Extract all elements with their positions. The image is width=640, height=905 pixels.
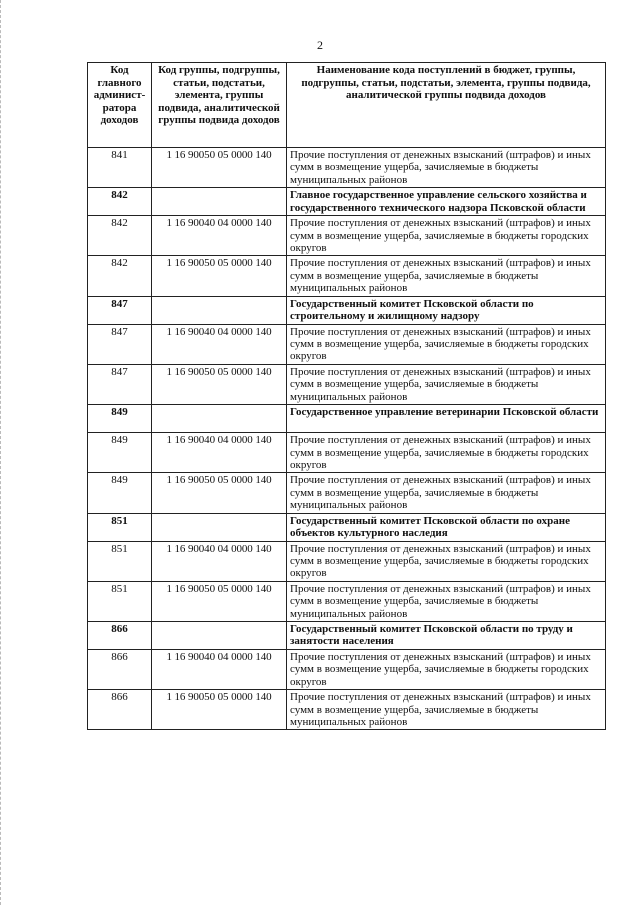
admin-code-cell: 866 [88,649,152,689]
admin-code-cell: 851 [88,581,152,621]
revenue-code-cell: 1 16 90040 04 0000 140 [152,216,287,256]
admin-code-cell: 849 [88,405,152,433]
table-row-group [88,188,606,216]
revenue-name-cell: Прочие поступления от денежных взысканий (штрафов) и иных сумм в возмещение ущерба, зачисляемые в бюджеты муниципальных районов [287,364,606,404]
table-row [88,256,606,296]
revenue-name-cell: Прочие поступления от денежных взысканий (штрафов) и иных сумм в возмещение ущерба, зачисляемые в бюджеты городских округов [287,541,606,581]
table-row [88,541,606,581]
revenue-code-cell: 1 16 90050 05 0000 140 [152,473,287,513]
revenue-code-cell [152,621,287,649]
revenue-name-cell: Прочие поступления от денежных взысканий (штрафов) и иных сумм в возмещение ущерба, зачисляемые в бюджеты муниципальных районов [287,690,606,730]
table-row [88,148,606,188]
revenue-code-cell [152,405,287,433]
table-row [88,690,606,730]
table-row-group [88,513,606,541]
revenue-code-cell [152,513,287,541]
revenue-name-cell: Государственное управление ветеринарии Псковской области [287,405,606,433]
revenue-name-cell: Прочие поступления от денежных взысканий (штрафов) и иных сумм в возмещение ущерба, зачисляемые в бюджеты муниципальных районов [287,581,606,621]
revenue-name-cell: Государственный комитет Псковской области по строительному и жилищному надзору [287,296,606,324]
table-row [88,324,606,364]
admin-code-cell: 851 [88,513,152,541]
revenue-name-cell: Прочие поступления от денежных взысканий (штрафов) и иных сумм в возмещение ущерба, зачисляемые в бюджеты городских округов [287,649,606,689]
table-row [88,473,606,513]
revenue-name-cell: Главное государственное управление сельского хозяйства и государственного технического надзора Псковской области [287,188,606,216]
table-row [88,581,606,621]
revenue-name-cell: Прочие поступления от денежных взысканий (штрафов) и иных сумм в возмещение ущерба, зачисляемые в бюджеты городских округов [287,216,606,256]
admin-code-cell: 866 [88,690,152,730]
table-body [88,148,606,730]
table-row-group [88,296,606,324]
header-admin-code: Код главного админист-ратора доходов [88,63,152,148]
revenue-code-cell: 1 16 90050 05 0000 140 [152,148,287,188]
header-group-code: Код группы, подгруппы, статьи, подстатьи, элемента, группы подвида, аналитической группы подвида доходов [152,63,287,148]
revenue-name-cell: Прочие поступления от денежных взысканий (штрафов) и иных сумм в возмещение ущерба, зачисляемые в бюджеты городских округов [287,433,606,473]
admin-code-cell: 842 [88,188,152,216]
revenue-name-cell: Прочие поступления от денежных взысканий (штрафов) и иных сумм в возмещение ущерба, зачисляемые в бюджеты муниципальных районов [287,473,606,513]
admin-code-cell: 851 [88,541,152,581]
revenue-code-cell: 1 16 90050 05 0000 140 [152,256,287,296]
table-header-row [88,63,606,148]
header-code-name: Наименование кода поступлений в бюджет, группы, подгруппы, статьи, подстатьи, элемента, группы подвида, аналитической группы подвида доходов [287,63,606,148]
table-row [88,433,606,473]
revenue-code-cell [152,296,287,324]
table-row [88,649,606,689]
table-row [88,216,606,256]
revenue-code-cell: 1 16 90040 04 0000 140 [152,324,287,364]
admin-code-cell: 849 [88,433,152,473]
revenue-code-cell: 1 16 90040 04 0000 140 [152,433,287,473]
revenue-code-cell [152,188,287,216]
table-row-group [88,405,606,433]
admin-code-cell: 847 [88,296,152,324]
admin-code-cell: 847 [88,324,152,364]
revenue-codes-table [87,62,606,730]
table-row-group [88,621,606,649]
revenue-code-cell: 1 16 90050 05 0000 140 [152,690,287,730]
admin-code-cell: 842 [88,216,152,256]
table-row [88,364,606,404]
admin-code-cell: 842 [88,256,152,296]
revenue-code-cell: 1 16 90040 04 0000 140 [152,649,287,689]
revenue-name-cell: Прочие поступления от денежных взысканий (штрафов) и иных сумм в возмещение ущерба, зачисляемые в бюджеты муниципальных районов [287,148,606,188]
admin-code-cell: 841 [88,148,152,188]
admin-code-cell: 866 [88,621,152,649]
revenue-code-cell: 1 16 90050 05 0000 140 [152,581,287,621]
scan-edge [0,0,3,905]
revenue-name-cell: Государственный комитет Псковской области по труду и занятости населения [287,621,606,649]
admin-code-cell: 847 [88,364,152,404]
admin-code-cell: 849 [88,473,152,513]
revenue-name-cell: Государственный комитет Псковской области по охране объектов культурного наследия [287,513,606,541]
revenue-code-cell: 1 16 90050 05 0000 140 [152,364,287,404]
revenue-code-cell: 1 16 90040 04 0000 140 [152,541,287,581]
revenue-name-cell: Прочие поступления от денежных взысканий (штрафов) и иных сумм в возмещение ущерба, зачисляемые в бюджеты муниципальных районов [287,256,606,296]
revenue-name-cell: Прочие поступления от денежных взысканий (штрафов) и иных сумм в возмещение ущерба, зачисляемые в бюджеты городских округов [287,324,606,364]
page-number: 2 [317,38,323,52]
